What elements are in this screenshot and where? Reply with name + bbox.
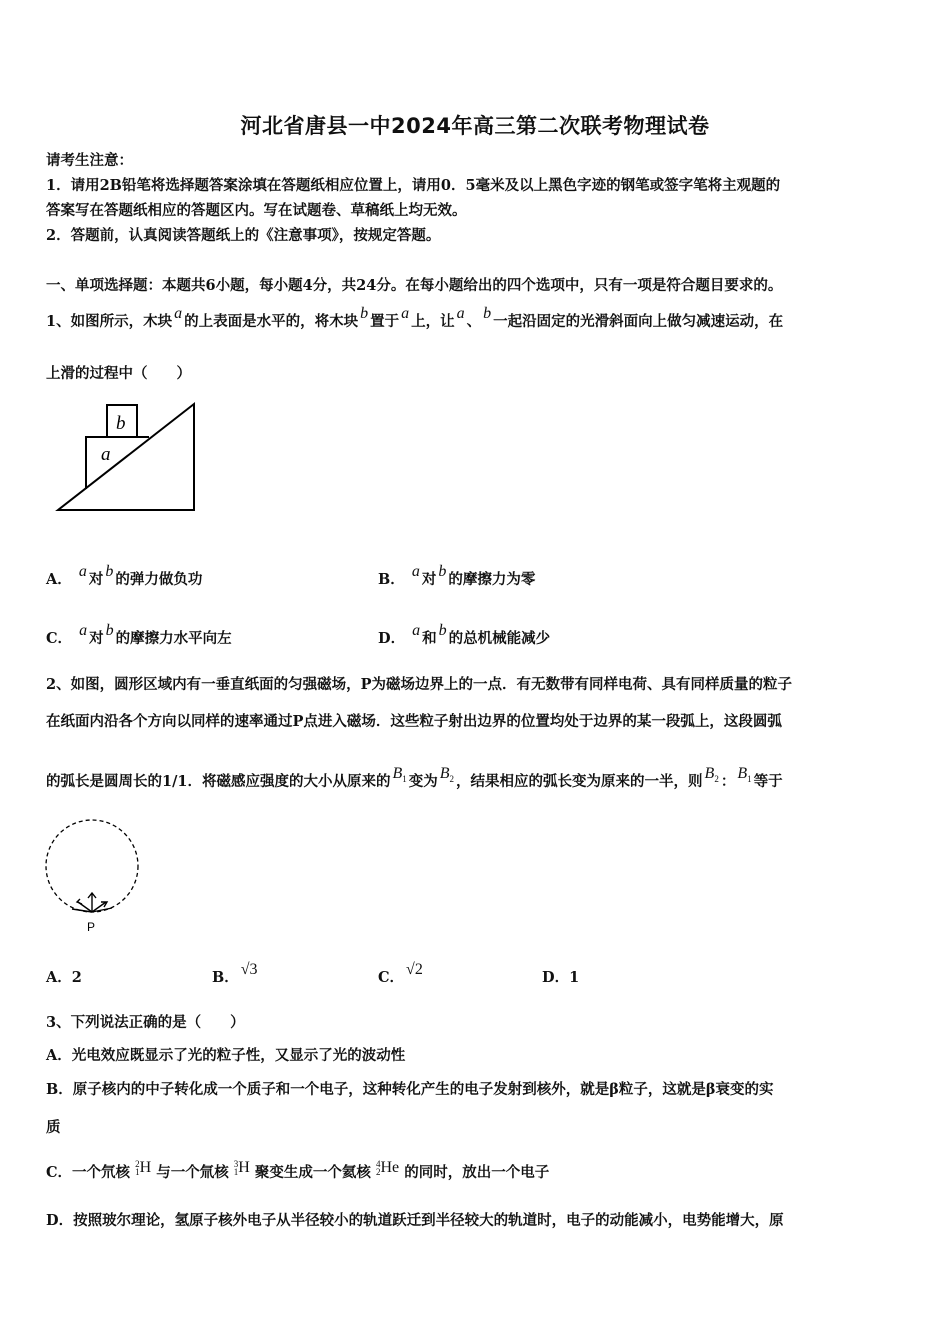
choice-text: 对	[421, 571, 437, 588]
section1-heading: 一、单项选择题：本题共6小题，每小题4分，共24分。在每小题给出的四个选项中，只有一项是符合题目要求的。	[46, 277, 783, 294]
q3-choice-b-line1[interactable]: B．原子核内的中子转化成一个质子和一个电子，这种转化产生的电子发射到核外，就是β粒子，这就是β衰变的实	[46, 1081, 774, 1098]
nuclide-deuterium	[135, 1159, 151, 1176]
var-b2	[440, 765, 454, 782]
choice-text: 的总机械能减少	[448, 630, 551, 647]
notice-heading: 请考生注意：	[46, 152, 133, 169]
q1-text: 1、如图所示，木块	[46, 313, 173, 330]
choice-text: 的同时，放出一个电子	[404, 1164, 550, 1181]
nuclide-helium	[376, 1159, 399, 1176]
atomic-number: 1	[233, 1167, 239, 1178]
q2-choice-d[interactable]: D．1	[542, 969, 580, 986]
var-a: a	[412, 622, 421, 639]
q2-choice-b[interactable]	[212, 961, 260, 987]
q3-choice-a[interactable]: A．光电效应既显示了光的粒子性，又显示了光的波动性	[46, 1047, 406, 1064]
choice-label: B．	[212, 969, 239, 986]
choice-label: C．	[46, 630, 73, 647]
q2-stem-line1: 2、如图，圆形区域内有一垂直纸面的匀强磁场，P为磁场边界上的一点．有无数带有同样电荷、具有同样质量的粒子	[46, 676, 792, 693]
var-subscript: 1	[402, 774, 407, 784]
var-a: a	[79, 622, 88, 639]
mass-number: 2	[135, 1159, 140, 1170]
atomic-number: 1	[135, 1167, 140, 1178]
q1-text: 一起沿固定的光滑斜面向上做匀减速运动，在	[493, 313, 784, 330]
q1-choice-c[interactable]	[46, 622, 232, 648]
choice-text: C．一个氘核	[46, 1164, 131, 1181]
choice-text: 对	[88, 571, 104, 588]
fig-label-p: P	[87, 920, 96, 934]
q1-choice-b[interactable]	[378, 563, 536, 589]
page-title: 河北省唐县一中2024年高三第二次联考物理试卷	[240, 114, 710, 138]
element-symbol: H	[139, 1159, 152, 1176]
var-b: b	[105, 622, 114, 639]
q3-stem: 3、下列说法正确的是（ ）	[46, 1014, 245, 1031]
q1-stem-line2: 上滑的过程中（ ）	[46, 365, 191, 382]
q2-choice-a[interactable]: A．2	[46, 969, 82, 986]
q3-choice-b-line2: 质	[46, 1119, 61, 1136]
var-b: b	[483, 305, 492, 322]
var-b: b	[438, 622, 447, 639]
atomic-number: 2	[375, 1167, 381, 1178]
q3-choice-c[interactable]	[46, 1159, 550, 1183]
var-subscript: 2	[449, 774, 455, 784]
var-b1	[737, 765, 751, 782]
mass-number: 4	[375, 1159, 381, 1170]
choice-label: A．	[46, 571, 72, 588]
q1-text: 的上表面是水平的，将木块	[184, 313, 359, 330]
mass-number: 3	[233, 1159, 239, 1170]
fig-label-a: a	[101, 444, 111, 465]
var-subscript: 1	[747, 774, 752, 784]
var-b: b	[105, 563, 114, 580]
var-b2	[705, 765, 719, 782]
incline-triangle	[58, 404, 194, 510]
q1-incline-figure	[54, 398, 204, 518]
var-b: b	[438, 563, 447, 580]
q1-text: 置于	[370, 313, 400, 330]
q1-text: 、	[466, 313, 482, 330]
var-b1	[392, 765, 406, 782]
nuclide-tritium	[234, 1159, 250, 1176]
notice-item2: 2．答题前，认真阅读答题纸上的《注意事项》，按规定答题。	[46, 227, 441, 244]
q1-text: 上，让	[411, 313, 455, 330]
choice-text: 的弹力做负功	[115, 571, 203, 588]
sqrt3-value: √3	[240, 961, 258, 978]
fig-label-b: b	[116, 413, 126, 434]
q2-text: 变为	[408, 773, 438, 790]
var-subscript: 2	[714, 774, 719, 784]
choice-text: 对	[89, 630, 104, 647]
choice-text: 和	[422, 630, 437, 647]
var-a: a	[411, 563, 420, 580]
q1-choice-a[interactable]	[46, 563, 203, 589]
notice-item1-line2: 答案写在答题纸相应的答题区内。写在试题卷、草稿纸上均无效。	[46, 202, 467, 219]
q2-text: ：	[720, 773, 736, 790]
q3-choice-d-line1[interactable]: D．按照玻尔理论，氢原子核外电子从半径较小的轨道跃迁到半径较大的轨道时，电子的动能减小，电势能增大，原	[46, 1212, 784, 1229]
q1-choice-d[interactable]	[378, 622, 551, 648]
var-symbol: B	[392, 765, 403, 782]
q2-choice-c[interactable]	[378, 961, 425, 987]
var-a: a	[78, 563, 87, 580]
var-symbol: B	[704, 765, 715, 782]
q2-text: 等于	[753, 773, 783, 790]
q2-text: 的弧长是圆周长的1/1．将磁感应强度的大小从原来的	[46, 773, 391, 790]
var-a: a	[456, 305, 465, 322]
choice-text: 与一个氚核	[156, 1164, 229, 1181]
var-b: b	[360, 305, 369, 322]
q2-stem-line3	[46, 765, 783, 793]
choice-text: 的摩擦力为零	[448, 571, 536, 588]
q2-magnetic-field-figure	[40, 812, 144, 936]
choice-text: 聚变生成一个氦核	[254, 1164, 371, 1181]
choice-label: B．	[378, 571, 405, 588]
element-symbol: He	[380, 1159, 400, 1176]
q1-stem-line1	[46, 305, 784, 332]
var-a: a	[174, 305, 183, 322]
notice-item1-line1: 1．请用2B铅笔将选择题答案涂填在答题纸相应位置上，请用0．5毫米及以上黑色字迹的钢笔或签字笔将主观题的	[46, 177, 781, 194]
sqrt2-value: √2	[406, 961, 423, 978]
choice-label: D．	[378, 630, 406, 647]
element-symbol: H	[238, 1159, 250, 1176]
var-a: a	[401, 305, 410, 322]
var-symbol: B	[439, 765, 450, 782]
q2-text: ，结果相应的弧长变为原来的一半，则	[456, 773, 703, 790]
choice-label: C．	[378, 969, 405, 986]
choice-text: 的摩擦力水平向左	[115, 630, 232, 647]
q2-stem-line2: 在纸面内沿各个方向以同样的速率通过P点进入磁场．这些粒子射出边界的位置均处于边界的某一段弧上，这段圆弧	[46, 713, 782, 730]
var-symbol: B	[737, 765, 748, 782]
